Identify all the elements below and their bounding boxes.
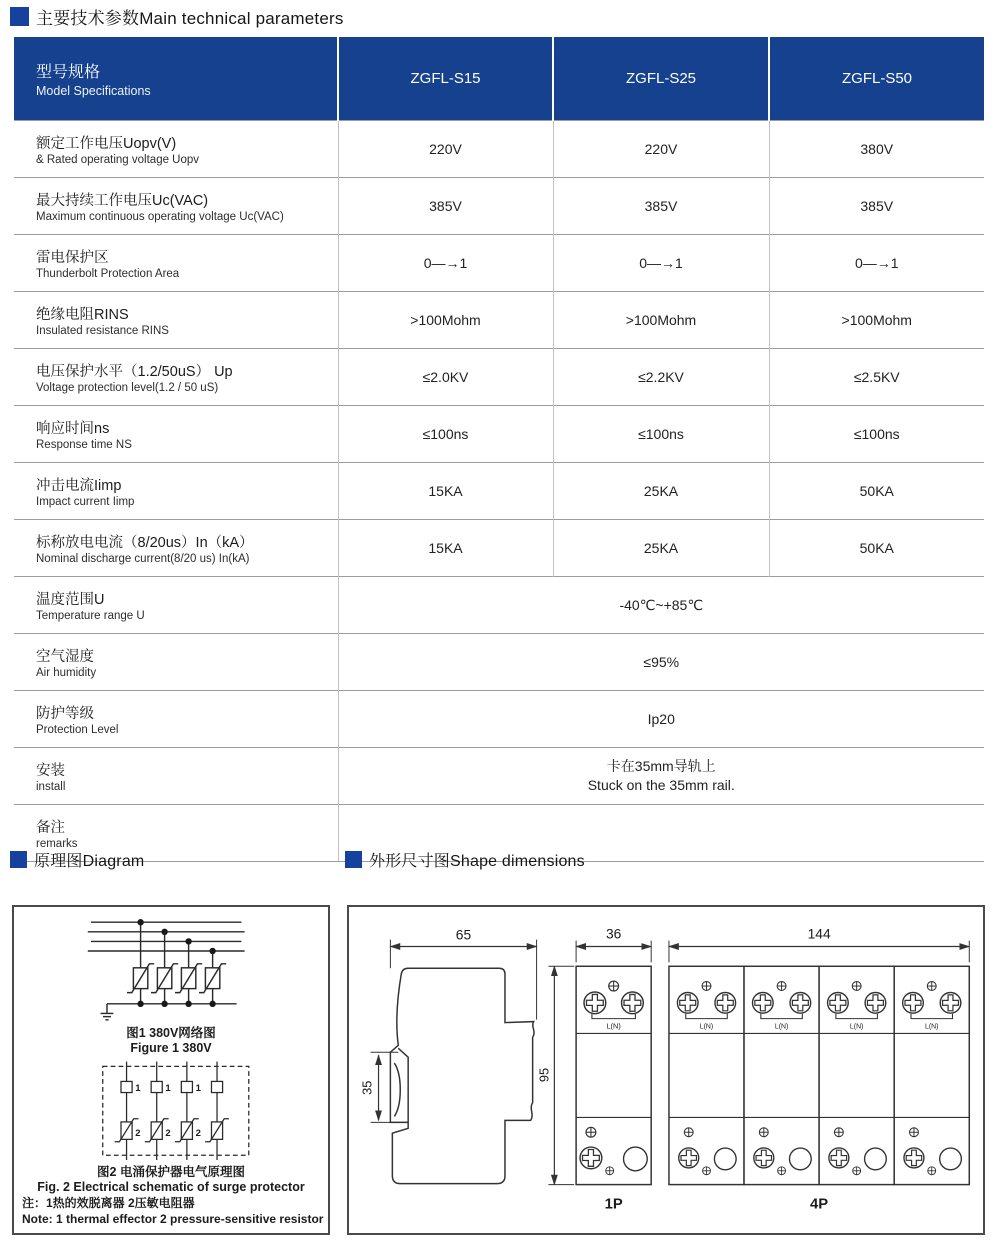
row-label-cell (14, 406, 338, 463)
model-spec-header-cell (14, 37, 338, 121)
row-label-cell (14, 634, 338, 691)
install-value-zh: 卡在35mm导轨上 (606, 758, 716, 774)
row-label-zh: 冲击电流Iimp (36, 478, 122, 494)
dim-95 (536, 966, 574, 1184)
dim-65-value: 65 (455, 926, 472, 943)
phillips-screw-icon (715, 993, 736, 1014)
dim-36-value: 36 (605, 925, 622, 942)
spec-value: ≤2.5KV (769, 349, 984, 406)
small-screw-icon (852, 982, 861, 991)
circuit-diagram-box (12, 905, 330, 1235)
diagram-note-en: Note: 1 thermal effector 2 pressure-sensitive resistor (22, 1212, 324, 1226)
phillips-screw-icon (584, 992, 606, 1014)
row-label-en: Nominal discharge current(8/20 us) In(kA) (36, 553, 250, 565)
small-screw-icon (834, 1128, 843, 1137)
row-label-en: Protection Level (36, 724, 119, 736)
row-label-en: & Rated operating voltage Uopv (36, 154, 200, 166)
table-row (14, 292, 984, 349)
small-screw-icon (927, 982, 936, 991)
row-label-en: Impact current Iimp (36, 496, 135, 508)
table-header-row (14, 37, 984, 121)
row-label-cell (14, 577, 338, 634)
figure2-caption-en: Fig. 2 Electrical schematic of surge protector (37, 1180, 305, 1194)
column-header-zgfl-s25: ZGFL-S25 (553, 37, 769, 121)
indicator-window (789, 1148, 811, 1170)
spec-value: ≤2.0KV (338, 349, 553, 406)
indicator-window (865, 1148, 887, 1170)
spec-value: 220V (553, 121, 769, 178)
figure2-caption-zh: 图2 电涌保护器电气原理图 (97, 1165, 245, 1179)
small-screw-icon (928, 1167, 936, 1175)
spec-value: 15KA (338, 463, 553, 520)
terminal-label: L(N) (925, 1023, 939, 1031)
row-label-zh: 安装 (36, 763, 65, 779)
phillips-screw-icon (580, 1147, 602, 1169)
small-screw-icon (606, 1167, 614, 1175)
phillips-screw-icon (903, 993, 924, 1014)
figure1-network-schematic (25, 911, 317, 1026)
spec-value: 385V (553, 178, 769, 235)
thermal-label: 1 (195, 1083, 201, 1095)
phillips-screw-icon (940, 993, 961, 1014)
small-screw-icon (853, 1167, 861, 1175)
row-label-cell (14, 235, 338, 292)
diagram-section-title (10, 848, 144, 871)
table-row (14, 235, 984, 292)
dim-35-value: 35 (359, 1080, 375, 1095)
main-section-title (10, 4, 344, 29)
row-label-en: remarks (36, 838, 78, 850)
row-label-zh: 最大持续工作电压Uc(VAC) (36, 193, 209, 209)
table-row (14, 634, 984, 691)
row-label-zh: 温度范围U (36, 592, 105, 608)
row-label-zh: 备注 (36, 820, 65, 836)
small-screw-icon (910, 1128, 919, 1137)
indicator-window (940, 1148, 962, 1170)
row-label-en: Insulated resistance RINS (36, 325, 169, 337)
phillips-screw-icon (752, 993, 773, 1014)
spec-value: 0—→1 (553, 235, 769, 292)
table-row (14, 691, 984, 748)
spec-value: 0—→1 (338, 235, 553, 292)
spec-value: 15KA (338, 520, 553, 577)
spec-value-spanned: -40℃~+85℃ (338, 577, 984, 634)
phillips-screw-icon (904, 1148, 924, 1168)
figure1-caption-en: Figure 1 380V (130, 1041, 212, 1056)
phillips-screw-icon (622, 992, 644, 1014)
row-label-zh: 电压保护水平（1.2/50uS） Up (36, 364, 233, 380)
row-label-cell (14, 292, 338, 349)
row-label-zh: 雷电保护区 (36, 250, 109, 266)
small-screw-icon (684, 1128, 693, 1137)
spec-table (14, 37, 984, 862)
indicator-window (624, 1147, 648, 1171)
figure2-surge-protector-schematic (25, 1060, 317, 1165)
main-section-title-text: 主要技术参数Main technical parameters (36, 9, 344, 28)
row-label-zh: 响应时间ns (36, 421, 110, 437)
dim-144-value: 144 (807, 925, 831, 942)
spec-value: >100Mohm (553, 292, 769, 349)
phillips-screw-icon (679, 1148, 699, 1168)
spec-value-spanned: ≤95% (338, 634, 984, 691)
diagram-note-zh: 注：1热的效脱离器 2压敏电阻器 (22, 1196, 195, 1210)
row-label-cell (14, 748, 338, 805)
small-screw-icon (703, 1167, 711, 1175)
terminal-label: L(N) (699, 1023, 714, 1031)
terminal-label: L(N) (849, 1023, 864, 1031)
spec-value: ≤100ns (769, 406, 984, 463)
phillips-screw-icon (828, 993, 849, 1014)
diagram-note (14, 1195, 323, 1233)
label-1p: 1P (604, 1196, 623, 1213)
row-label-cell (14, 349, 338, 406)
table-row (14, 520, 984, 577)
small-screw-icon (609, 981, 619, 991)
shape-dimensions-box (347, 905, 985, 1235)
indicator-window (714, 1148, 736, 1170)
phillips-screw-icon (677, 993, 698, 1014)
row-label-en: Air humidity (36, 667, 97, 679)
thermal-label: 1 (135, 1083, 141, 1095)
dim-95-value: 95 (536, 1067, 552, 1083)
module-4p (669, 926, 969, 1213)
side-profile (390, 968, 534, 1183)
varistor-label: 2 (135, 1128, 141, 1140)
column-header-zgfl-s50: ZGFL-S50 (769, 37, 984, 121)
shape-section-title-text: 外形尺寸图Shape dimensions (369, 853, 585, 870)
row-label-cell (14, 463, 338, 520)
row-label-zh: 空气湿度 (36, 649, 94, 665)
install-value-en: Stuck on the 35mm rail. (587, 777, 735, 793)
spec-value: ≤100ns (553, 406, 769, 463)
spec-value: 50KA (769, 520, 984, 577)
small-screw-icon (777, 982, 786, 991)
blue-square-icon (10, 851, 27, 868)
row-label-cell (14, 121, 338, 178)
row-label-zh: 额定工作电压Uopv(V) (36, 136, 177, 152)
module-1p (576, 926, 651, 1213)
row-label-cell (14, 691, 338, 748)
terminal-label: L(N) (606, 1021, 621, 1031)
varistor-label: 2 (165, 1128, 171, 1140)
table-row (14, 121, 984, 178)
spec-value: 25KA (553, 520, 769, 577)
figure2-caption (37, 1165, 304, 1195)
row-label-en: Maximum continuous operating voltage Uc(VAC) (36, 211, 284, 223)
row-label-zh: 标称放电电流（8/20us）In（kA） (36, 535, 254, 551)
shape-section-title (345, 848, 585, 871)
spec-value: >100Mohm (769, 292, 984, 349)
spec-value: 380V (769, 121, 984, 178)
column-header-zgfl-s15: ZGFL-S15 (338, 37, 553, 121)
blue-square-icon (345, 851, 362, 868)
model-spec-header-zh: 型号规格 (36, 64, 101, 81)
model-spec-header-en: Model Specifications (36, 84, 151, 98)
spec-value-spanned: Ip20 (338, 691, 984, 748)
label-4p: 4P (810, 1196, 829, 1213)
table-row (14, 463, 984, 520)
table-row (14, 406, 984, 463)
small-screw-icon (778, 1167, 786, 1175)
phillips-screw-icon (865, 993, 886, 1014)
spec-value: 50KA (769, 463, 984, 520)
dim-65 (390, 927, 536, 1020)
small-screw-icon (759, 1128, 768, 1137)
varistor-label: 2 (195, 1128, 201, 1140)
figure1-caption (126, 1026, 216, 1056)
spec-value: >100Mohm (338, 292, 553, 349)
diagram-section-title-text: 原理图Diagram (34, 853, 145, 870)
spec-value: 385V (338, 178, 553, 235)
row-label-zh: 绝缘电阻RINS (36, 307, 129, 323)
spec-value: 220V (338, 121, 553, 178)
small-screw-icon (702, 982, 711, 991)
spec-value: 25KA (553, 463, 769, 520)
spec-value: ≤100ns (338, 406, 553, 463)
thermal-label: 1 (165, 1083, 171, 1095)
phillips-screw-icon (829, 1148, 849, 1168)
small-screw-icon (586, 1127, 596, 1137)
row-label-cell (14, 520, 338, 577)
spec-value: 0—→1 (769, 235, 984, 292)
row-label-zh: 防护等级 (36, 706, 94, 722)
phillips-screw-icon (754, 1148, 774, 1168)
table-row (14, 748, 984, 805)
spec-value: ≤2.2KV (553, 349, 769, 406)
figure1-caption-zh: 图1 380V网络图 (126, 1026, 216, 1041)
terminal-label: L(N) (774, 1023, 789, 1031)
spec-value-spanned (338, 748, 984, 805)
table-row (14, 178, 984, 235)
row-label-en: Thunderbolt Protection Area (36, 268, 180, 280)
row-label-en: Response time NS (36, 439, 132, 451)
spec-value: 385V (769, 178, 984, 235)
row-label-en: Voltage protection level(1.2 / 50 uS) (36, 382, 219, 394)
dimension-drawing (349, 907, 983, 1233)
row-label-en: install (36, 781, 66, 793)
blue-square-icon (10, 7, 29, 26)
table-row (14, 577, 984, 634)
phillips-screw-icon (790, 993, 811, 1014)
table-row (14, 349, 984, 406)
row-label-cell (14, 178, 338, 235)
row-label-en: Temperature range U (36, 610, 145, 622)
